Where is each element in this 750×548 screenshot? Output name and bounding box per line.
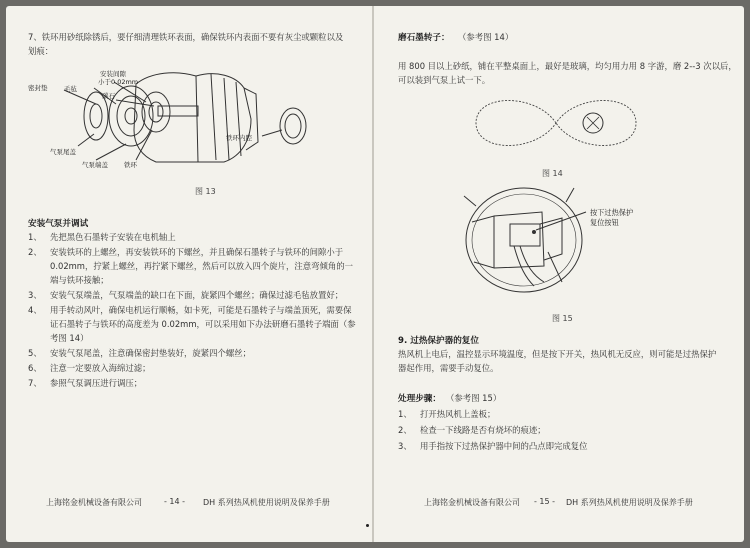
intro-line-2: 划痕： [28,46,54,56]
label-iron-ring: 铁环 [124,161,137,169]
figure-15-label-2: 复位按钮 [590,218,619,227]
figure-13-caption: 图 13 [195,187,216,196]
grind-line-2: 可以装到气泵上试一下。 [398,75,491,85]
left-page [6,6,372,542]
label-pump-housing: 气泵端盖 [82,161,108,169]
intro-line-1: 7、铁环用砂纸除锈后，要仔细清理铁环表面，确保铁环内表面不要有灰尘或颗粒以及 [28,32,344,42]
right-footer-manual: DH 系列热风机使用说明及保养手册 [566,498,693,507]
step-4-line-1: 用手转动风叶，确保电机运行顺畅，如卡死，可能是石墨转子与端盖顶死，需要保 [50,305,352,315]
proc-step-3-num: 3、 [398,441,412,451]
section-title-procedure: 处理步骤： [398,394,441,404]
step-6-num: 6、 [28,363,42,373]
step-4-num: 4、 [28,305,42,315]
reset-line-2: 器起作用，需要手动复位。 [398,363,499,373]
label-seal-pad: 密封垫 [28,84,48,92]
left-footer-page: - 14 - [164,497,186,506]
step-2-num: 2、 [28,247,42,257]
figure-14-caption: 图 14 [542,169,563,178]
proc-step-1-text: 打开热风机上盖板； [420,409,496,419]
proc-step-3-text: 用手指按下过热保护器中间的凸点即完成复位 [420,441,588,451]
step-1-num: 1、 [28,232,42,242]
reset-line-1: 热风机上电后，温控显示环境温度，但是按下开关，热风机无反应，则可能是过热保护 [398,349,717,359]
spine-mark [366,524,369,527]
figure-13-pump-drawing [46,64,346,176]
figure-15-overheat-protector-drawing [454,182,644,302]
step-5-num: 5、 [28,348,42,358]
section-title-grind-rotor: 磨石墨转子： [398,33,450,43]
figure-15-label-1: 按下过热保护 [590,208,634,217]
right-footer-page: - 15 - [534,497,556,506]
proc-step-2-num: 2、 [398,425,412,435]
label-felt: 毛毡 [64,85,77,93]
label-check-gap: 安装间隙 [100,70,126,78]
right-page [374,6,744,542]
grind-line-1: 用 800 目以上砂纸，铺在平整桌面上，最好是玻璃，均匀用力用 8 字游，磨 2--3 次以后， [398,61,737,71]
step-3-num: 3、 [28,290,42,300]
figure-14-figure-eight-path [466,88,646,158]
step-1-line-1: 先把黑色石墨转子安装在电机轴上 [50,232,176,242]
section-title-overheat-reset: 9. 过热保护器的复位 [398,336,479,346]
proc-step-2-text: 检查一下线路是否有烧坏的痕迹； [420,425,546,435]
figure-15-caption: 图 15 [552,314,573,323]
step-4-line-3: 考图 14） [50,333,89,343]
step-5-line-1: 安装气泵尾盖，注意确保密封垫装好，旋紧四个螺丝； [50,348,251,358]
label-pump-tail-cover: 气泵尾盖 [50,148,76,156]
step-3-line-1: 安装气泵端盖，气泵端盖的缺口在下面，旋紧四个螺丝；确保过滤毛毡放置好； [50,290,344,300]
left-footer-manual: DH 系列热风机使用说明及保养手册 [203,498,330,507]
label-gap-value: 小于0.02mm [98,78,139,86]
section-ref-fig14: （参考图 14） [458,32,514,42]
step-7-num: 7、 [28,378,42,388]
left-footer-company: 上海铭金机械设备有限公司 [46,498,142,507]
step-2-line-2: 0.02mm，拧紧上螺丝，再拧紧下螺丝，然后可以放入四个旋片，注意弯倾角的一 [50,261,353,271]
right-footer-company: 上海铭金机械设备有限公司 [424,498,520,507]
proc-step-1-num: 1、 [398,409,412,419]
section-title-install-pump: 安装气泵并调试 [28,219,89,229]
section-ref-fig15: （参考图 15） [446,393,502,403]
label-ring-inner: 铁环内腔 [226,134,252,142]
label-carbon: 碳石 [102,92,115,100]
step-2-line-1: 安装铁环的上螺丝，再安装铁环的下螺丝，并且确保石墨转子与铁环的间隙小于 [50,247,344,257]
step-7-line-1: 参照气泵调压进行调压； [50,378,143,388]
step-4-line-2: 证石墨转子与铁环的高度差为 0.02mm，可以采用如下办法研磨石墨转子端面（参 [50,319,356,329]
step-2-line-3: 端与铁环接触； [50,275,109,285]
step-6-line-1: 注意一定要放入海绵过滤； [50,363,151,373]
